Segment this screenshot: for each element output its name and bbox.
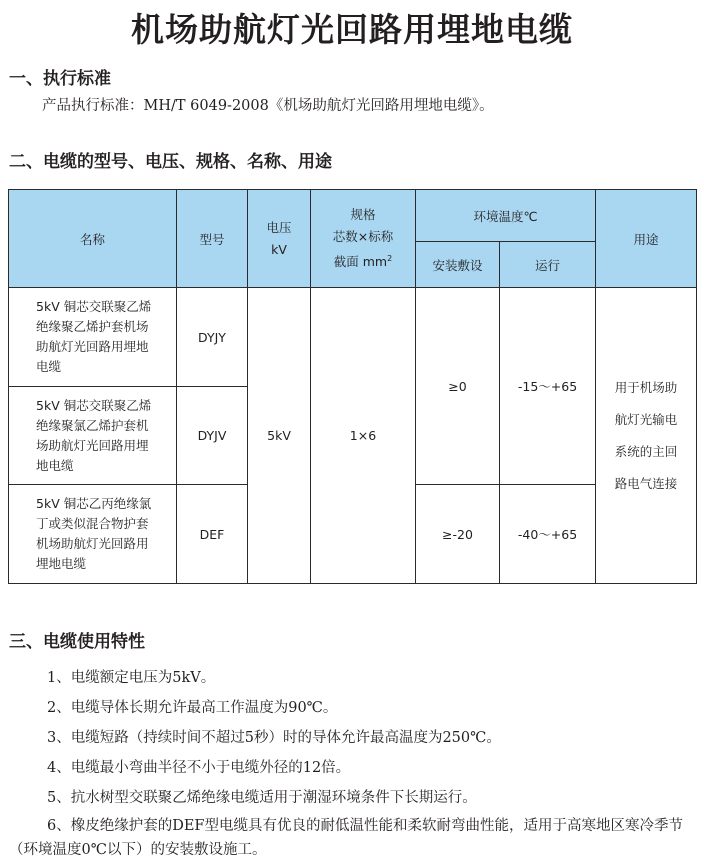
cable-name-line: 场助航灯光回路用埋 xyxy=(36,437,149,453)
cable-model: DYJY xyxy=(177,288,248,387)
header-model: 型号 xyxy=(177,190,248,288)
characteristic-item: 1、电缆额定电压为5kV。 xyxy=(47,670,216,686)
cable-name-line: 5kV 铜芯交联聚乙烯 xyxy=(36,299,152,314)
spec-value: 1×6 xyxy=(311,288,416,584)
header-voltage-unit: kV xyxy=(271,241,287,257)
section-heading-standard: 一、执行标准 xyxy=(9,69,111,89)
section-heading-models: 二、电缆的型号、电压、规格、名称、用途 xyxy=(9,152,332,172)
section-heading-characteristics: 三、电缆使用特性 xyxy=(9,632,145,652)
standard-text: 产品执行标准：MH/T 6049-2008《机场助航灯光回路用埋地电缆》。 xyxy=(42,98,494,114)
header-name: 名称 xyxy=(9,190,177,288)
header-env-temp: 环境温度℃ xyxy=(416,190,596,242)
cable-spec-table xyxy=(8,189,697,584)
install-temp-value: ≥0 xyxy=(416,288,500,485)
cable-name-line: 5kV 铜芯交联聚乙烯 xyxy=(36,397,152,413)
page-title: 机场助航灯光回路用埋地电缆 xyxy=(131,10,573,49)
install-temp-value: ≥-20 xyxy=(416,485,500,584)
run-temp-value: -15～+65 xyxy=(500,288,596,485)
cable-name-line: 地电缆 xyxy=(36,457,74,473)
cable-name-line: 丁或类似混合物护套 xyxy=(36,516,149,531)
usage-line: 用于机场助 xyxy=(614,379,678,395)
header-spec-cores: 芯数×标称 xyxy=(332,228,394,244)
characteristic-item: 3、电缆短路（持续时间不超过5秒）时的导体允许最高温度为250℃。 xyxy=(47,730,501,746)
header-spec xyxy=(311,190,416,288)
characteristic-item: 4、电缆最小弯曲半径不小于电缆外径的12倍。 xyxy=(47,760,351,776)
characteristic-item: 5、抗水树型交联聚乙烯绝缘电缆适用于潮湿环境条件下长期运行。 xyxy=(47,790,477,806)
usage-value xyxy=(596,288,697,584)
cable-model: DEF xyxy=(177,485,248,584)
cable-name xyxy=(9,288,177,387)
usage-line: 路电气连接 xyxy=(614,475,678,491)
header-spec-section xyxy=(311,248,415,273)
cable-name-line: 绝缘聚氯乙烯护套机 xyxy=(36,417,149,433)
header-spec-section-text: 截面 mm xyxy=(333,254,388,270)
usage-line: 系统的主回 xyxy=(614,443,678,459)
run-temp-value: -40～+65 xyxy=(500,485,596,584)
header-voltage-label: 电压 xyxy=(266,219,292,235)
cable-name-line: 机场助航灯光回路用 xyxy=(36,536,149,551)
header-spec-superscript: 2 xyxy=(387,253,393,263)
cable-name-line: 绝缘聚乙烯护套机场 xyxy=(36,319,149,334)
characteristic-item: 6、橡皮绝缘护套的DEF型电缆具有优良的耐低温性能和柔软耐弯曲性能，适用于高寒地区寒冷季节（环境温度0℃以下）的安装敷设施工。 xyxy=(9,818,683,858)
cable-name xyxy=(9,485,177,584)
header-run: 运行 xyxy=(500,242,596,288)
table-row xyxy=(9,288,697,387)
characteristic-item: 2、电缆导体长期允许最高工作温度为90℃。 xyxy=(47,700,338,716)
cable-name-line: 电缆 xyxy=(36,359,62,374)
cable-model: DYJV xyxy=(177,387,248,485)
cable-name xyxy=(9,387,177,485)
header-usage: 用途 xyxy=(596,190,697,288)
header-voltage xyxy=(248,190,311,288)
cable-name-line: 助航灯光回路用埋地 xyxy=(36,339,149,354)
voltage-value: 5kV xyxy=(248,288,311,584)
usage-line: 航灯光输电 xyxy=(614,411,678,427)
cable-name-line: 埋地电缆 xyxy=(36,556,87,571)
cable-name-line: 5kV 铜芯乙丙绝缘氯 xyxy=(36,496,152,511)
header-spec-label: 规格 xyxy=(350,206,376,222)
header-install: 安装敷设 xyxy=(416,242,500,288)
